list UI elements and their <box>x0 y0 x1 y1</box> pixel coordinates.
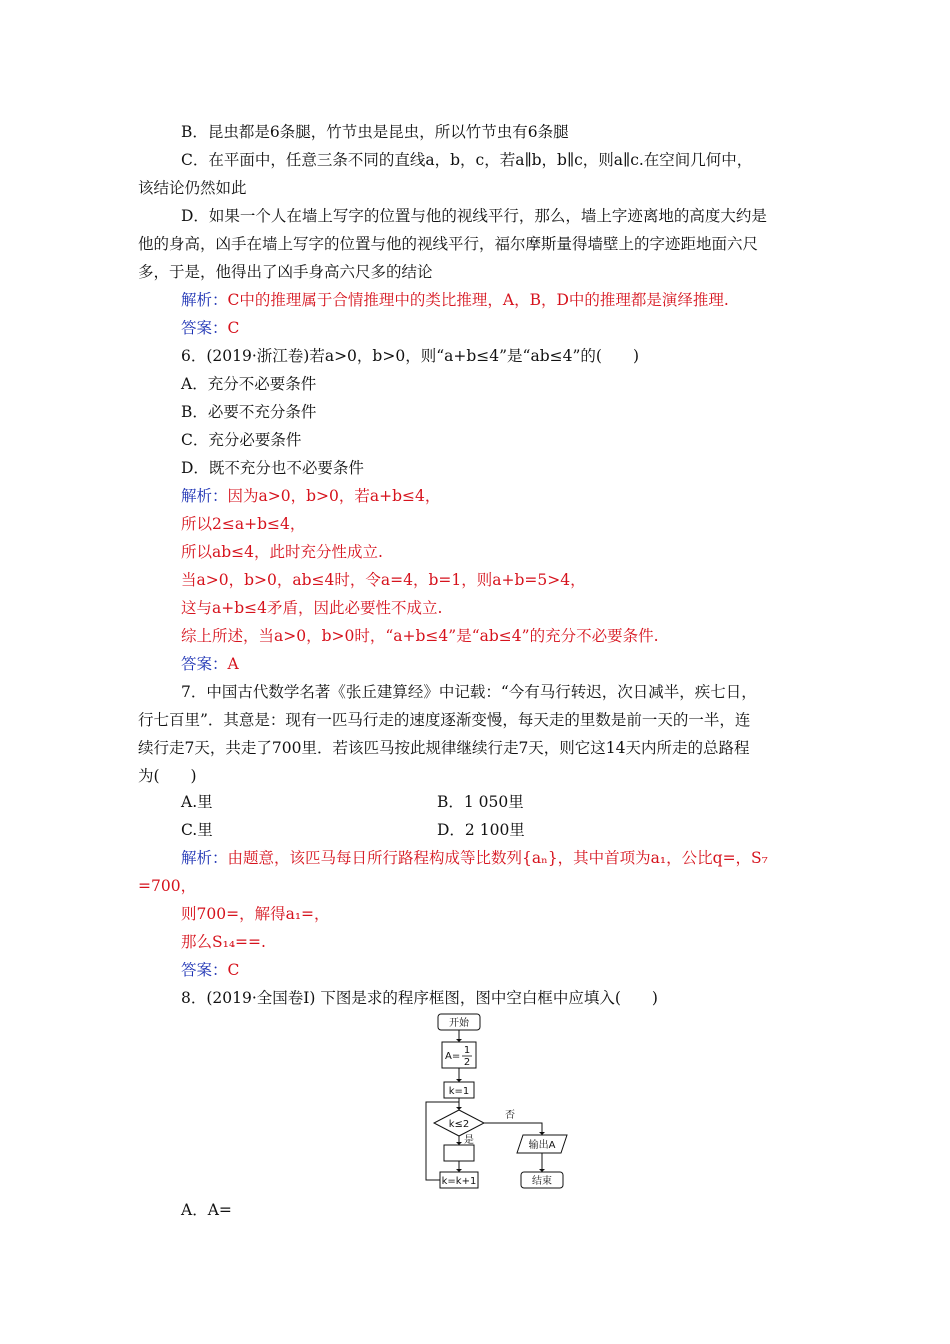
flowchart-end-label: 结束 <box>532 1176 552 1187</box>
q6-stem: 6．(2019·浙江卷)若a>0，b>0，则“a+b≤4”是“ab≤4”的( ) <box>181 347 639 365</box>
q7-stem-line4: 为( ) <box>138 767 197 785</box>
q5-option-c-line2: 该结论仍然如此 <box>138 179 247 197</box>
flowchart-output-label: 输出A <box>528 1140 556 1151</box>
q5-option-d-line2: 他的身高，凶手在墙上写字的位置与他的视线平行，福尔摩斯量得墙壁上的字迹距地面六尺 <box>138 235 759 253</box>
flowchart-increment-label: k=k+1 <box>441 1176 477 1187</box>
analysis-text: 由题意，该匹马每日所行路程构成等比数列{aₙ}，其中首项为a₁，公比q=，S₇ <box>227 849 768 867</box>
flowchart-fraction-denominator: 2 <box>463 1057 471 1068</box>
q5-option-c-line1: C．在平面中，任意三条不同的直线a，b，c，若a∥b，b∥c，则a∥c.在空间几何中， <box>181 151 753 169</box>
answer-label: 答案： <box>181 961 228 979</box>
q7-stem-line1: 7．中国古代数学名著《张丘建算经》中记载：“今有马行转迟，次日减半，疾七日， <box>181 683 757 701</box>
q5-answer <box>181 318 239 338</box>
flowchart-svg <box>420 1010 580 1195</box>
q6-option-a: A．充分不必要条件 <box>181 375 317 393</box>
q6-analysis-line1 <box>181 486 440 506</box>
flowchart-yes-label: 是 <box>464 1135 474 1146</box>
q7-stem-line3: 续行走7天，共走了700里．若该匹马按此规律继续行走7天，则它这14天内所走的总路程 <box>138 739 750 757</box>
answer-value: A <box>227 655 239 673</box>
q6-analysis-line3: 所以ab≤4，此时充分性成立. <box>181 543 383 561</box>
answer-label: 答案： <box>181 655 228 673</box>
q7-option-b: B．1 050里 <box>437 793 524 811</box>
flowchart-assign-k-label: k=1 <box>448 1086 470 1097</box>
analysis-label: 解析： <box>181 849 228 867</box>
q7-option-d: D．2 100里 <box>437 821 525 839</box>
flowchart-assign-a-label: A= <box>445 1051 461 1062</box>
analysis-label: 解析： <box>181 291 228 309</box>
q5-option-d-line3: 多，于是，他得出了凶手身高六尺多的结论 <box>138 263 433 281</box>
q7-option-c: C.里 <box>181 821 213 839</box>
analysis-text: 因为a>0，b>0，若a+b≤4， <box>227 487 441 505</box>
answer-value: C <box>227 319 240 337</box>
analysis-label: 解析： <box>181 487 228 505</box>
q6-analysis-line4: 当a>0，b>0，ab≤4时，令a=4，b=1，则a+b=5>4， <box>181 571 586 589</box>
q6-option-c: C．充分必要条件 <box>181 431 302 449</box>
q7-analysis-line1 <box>181 848 768 868</box>
q6-option-b: B．必要不充分条件 <box>181 403 317 421</box>
q6-analysis-line2: 所以2≤a+b≤4， <box>181 515 306 533</box>
analysis-text: C中的推理属于合情推理中的类比推理，A，B，D中的推理都是演绎推理. <box>227 291 729 309</box>
q8-stem: 8．(2019·全国卷Ⅰ) 下图是求的程序框图，图中空白框中应填入( ) <box>181 989 658 1007</box>
program-flowchart <box>420 1010 580 1195</box>
q7-option-a: A.里 <box>181 793 213 811</box>
q5-analysis <box>181 290 729 310</box>
answer-value: C <box>227 961 240 979</box>
flowchart-fraction-numerator: 1 <box>463 1045 471 1056</box>
q7-analysis-line4: 那么S₁₄==. <box>181 933 266 951</box>
q8-option-a: A．A= <box>181 1201 232 1219</box>
q6-analysis-line5: 这与a+b≤4矛盾，因此必要性不成立. <box>181 599 443 617</box>
flowchart-no-label: 否 <box>505 1110 515 1121</box>
flowchart-start-label: 开始 <box>449 1018 469 1029</box>
q6-analysis-line6: 综上所述，当a>0，b>0时，“a+b≤4”是“ab≤4”的充分不必要条件. <box>181 627 659 645</box>
q6-answer <box>181 654 239 674</box>
flowchart-blank-box <box>444 1145 474 1161</box>
q5-option-b: B．昆虫都是6条腿，竹节虫是昆虫，所以竹节虫有6条腿 <box>181 123 569 141</box>
q7-analysis-line3: 则700=，解得a₁=， <box>181 905 330 923</box>
q5-option-d-line1: D．如果一个人在墙上写字的位置与他的视线平行，那么，墙上字迹离地的高度大约是 <box>181 207 767 225</box>
q6-option-d: D．既不充分也不必要条件 <box>181 459 364 477</box>
q7-answer <box>181 960 239 980</box>
q7-stem-line2: 行七百里”．其意是：现有一匹马行走的速度逐渐变慢，每天走的里数是前一天的一半，连 <box>138 711 751 729</box>
flowchart-condition-label: k≤2 <box>448 1119 470 1130</box>
q7-analysis-line2: =700， <box>138 877 197 895</box>
answer-label: 答案： <box>181 319 228 337</box>
